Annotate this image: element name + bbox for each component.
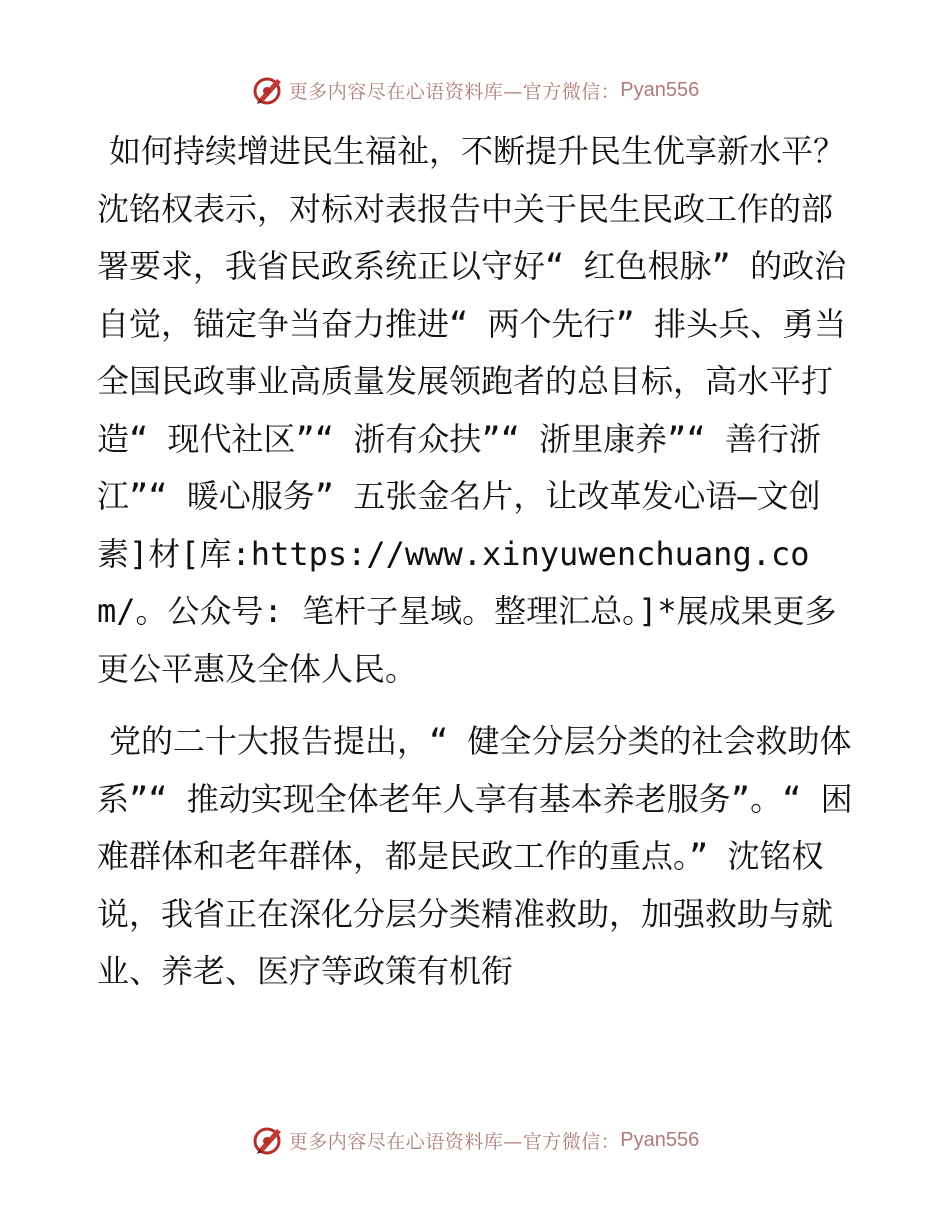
document-body (97, 123, 857, 1001)
paragraph-2: 党的二十大报告提出，“ 健全分层分类的社会救助体系”“ 推动实现全体老年人享有基本养老服务”。“ 困难群体和老年群体，都是民政工作的重点。” 沈铭权说，我省正在深化分层分类精准救助，加强救助与就业、养老、医疗等政策有机衔 (97, 722, 853, 990)
footer-wechat-handle: Pyan556 (620, 1128, 700, 1151)
footer-slogan: 更多内容尽在心语资料库—官方微信： (288, 1130, 621, 1153)
red-pen-circle-logo-icon (251, 1123, 285, 1157)
header-watermark (0, 70, 950, 110)
footer-watermark (0, 1120, 950, 1160)
header-slogan: 更多内容尽在心语资料库—官方微信： (288, 80, 621, 103)
header-wechat-handle: Pyan556 (620, 78, 700, 101)
paragraph-1: 如何持续增进民生福祉，不断提升民生优享新水平？沈铭权表示，对标对表报告中关于民生民政工作的部署要求，我省民政系统正以守好“ 红色根脉” 的政治自觉，锚定争当奋力推进“ 两个先行” 排头兵、勇当全国民政事业高质量发展领跑者的总目标，高水平打造“ 现代社区”“ 浙有众扶”“ 浙里康养”“ 善行浙江”“ 暖心服务” 五张金名片，让改革发心语—文创素]材[库:https://www.xinyuwenchuang.com/。公众号: 笔杆子星域。整理汇总。]*展成果更多更公平惠及全体人民。 (97, 132, 847, 688)
red-pen-circle-logo-icon (251, 73, 285, 107)
